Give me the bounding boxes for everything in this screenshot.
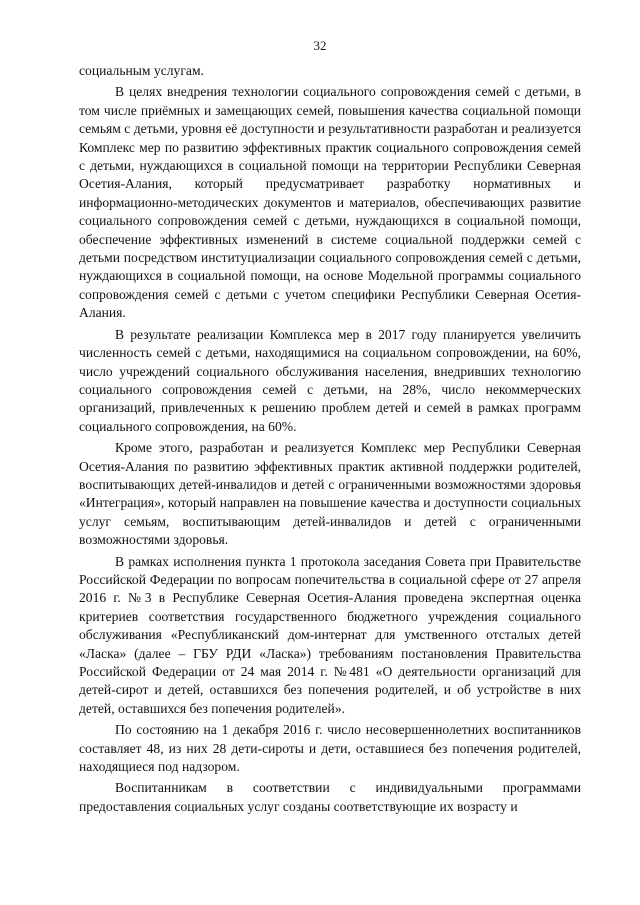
paragraph-pupil-count: По состоянию на 1 декабря 2016 г. число несовершеннолетних воспитанников составляет 48, из них 28 дети-сироты и дети, оставшиеся без попечения родителей, находящиеся под надзором. bbox=[79, 722, 581, 775]
paragraph-individual-programs: Воспитанникам в соответствии с индивидуальными программами предоставления социальных услуг созданы соответствующие их возрасту и bbox=[79, 780, 581, 814]
paragraph-continuation: социальным услугам. bbox=[79, 63, 204, 78]
page-number: 32 bbox=[313, 38, 327, 53]
paragraph-integration-complex: Кроме этого, разработан и реализуется Комплекс мер Республики Северная Осетия-Алания по развитию эффективных практик активной поддержки родителей, воспитывающих детей-инвалидов и детей с ограниченными возможностями здоровья «Интеграция», который направлен на повышение качества и доступности социальных услуг семьям, воспитывающим детей-инвалидов и детей с ограниченными возможностями здоровья. bbox=[79, 440, 581, 548]
document-body bbox=[79, 62, 581, 819]
paragraph-2017-plans: В результате реализации Комплекса мер в 2017 году планируется увеличить численность семей с детьми, находящимися на социальном сопровождении, на 60%, число учреждений социального обслуживания населения, внедривших технологию социального сопровождения семей с детьми, на 28%, число некоммерческих организаций, привлеченных к решению проблем детей и семей в рамках программ социального сопровождения, на 60%. bbox=[79, 326, 581, 434]
paragraph-social-support-complex: В целях внедрения технологии социального сопровождения семей с детьми, в том числе приёмных и замещающих семей, повышения качества социальной помощи семьям с детьми, уровня её доступности и результативности разработан и реализуется Комплекс мер по развитию эффективных практик социального сопровождения семей с детьми, нуждающихся в социальной помощи на территории Республики Северная Осетия-Алания, который предусматривает разработку нормативных и информационно-методических документов и материалов, обеспечивающих развитие социального сопровождения семей с детьми, нуждающихся в социальной помощи, обеспечение эффективных изменений в системе социальной поддержки семей с детьми посредством институциализации социального сопровождения семей с детьми, нуждающихся в социальной помощи, на основе Модельной программы социального сопровождения семей с детьми с учетом специфики Республики Северная Осетия-Алания. bbox=[79, 84, 581, 321]
paragraph-laska-assessment: В рамках исполнения пункта 1 протокола заседания Совета при Правительстве Российской Федерации по вопросам попечительства в социальной сфере от 27 апреля 2016 г. №3 в Республике Северная Осетия-Алания проведена экспертная оценка критериев соответствия государственного бюджетного учреждения социального обслуживания «Республиканский дом-интернат для умственного отсталых детей «Ласка» (далее – ГБУ РДИ «Ласка») требованиям постановления Правительства Российской Федерации от 24 мая 2014 г. №481 «О деятельности организаций для детей-сирот и детей, оставшихся без попечения родителей, и об устройстве в них детей, оставшихся без попечения родителей». bbox=[79, 553, 581, 716]
